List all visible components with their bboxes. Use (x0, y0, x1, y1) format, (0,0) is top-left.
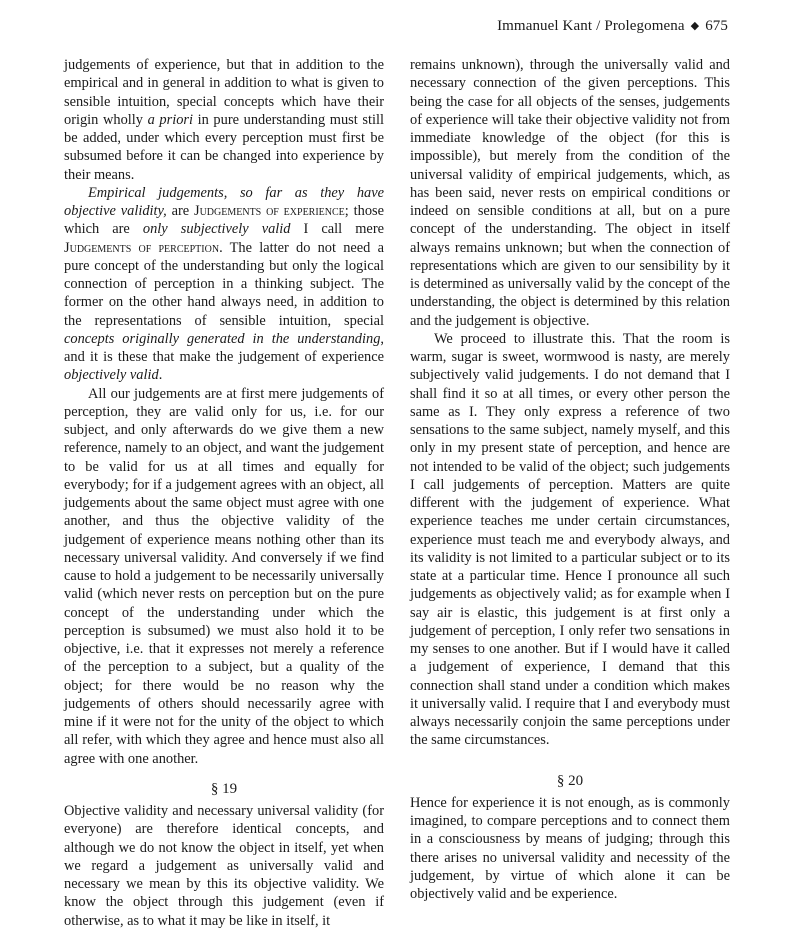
paragraph: Hence for experience it is not enough, as is commonly imagined, to compare perceptions and to connect them in a consciousness by means of judging; through this there arises no universal validity and necessity of the judgement, by virtue of which alone it can be objectively valid and be experience. (410, 794, 730, 902)
diamond-ornament-icon: ◆ (690, 20, 700, 32)
right-column (410, 56, 730, 903)
header-author: Immanuel Kant (497, 18, 593, 34)
text-run: are (166, 203, 194, 219)
small-caps-term: Judgements of perception (64, 239, 220, 256)
italic-term: only subjectively valid (142, 221, 291, 238)
page-number: 675 (705, 18, 728, 34)
paragraph: We proceed to illustrate this. That the room is warm, sugar is sweet, wormwood is nasty, are merely subjectively valid judgements. I do not demand that I shall find it so at all times, or every other person the same as I. They only express a reference of two sensations to the same subject, namely myself, and this only in my present state of perception, and hence are not intended to be valid of the object; such judgements I call judgements of perception. Matters are quite different with the judgement of experience. What experience teaches me under certain circumstances, experience must teach me and everybody always, and its validity is not limited to a particular subject or to its state at a particular time. Hence I pronounce all such judgements as objectively valid; as for example when I say air is elastic, this judgement is at first only a judgement of perception, I only refer two sensations in my senses to one another. But if I would have it called a judgement of experience, I demand that this connection shall stand under a condition which makes it universally valid. I require that I and everybody must always necessarily conjoin the same perceptions under the same circumstances. (410, 330, 730, 749)
text-run: , and it is these that make the judgement of experience (64, 330, 384, 365)
text-run: ; those which are (64, 203, 385, 238)
paragraph: Objective validity and necessary universal validity (for everyone) are therefore identical concepts, and although we do not know the object in itself, yet when we regard a judgement as universally valid and necessary we mean by this its objective validity. We know the object through this judgement (even if otherwise, as to what it may be like in itself, it (64, 803, 384, 929)
italic-term: a priori (147, 111, 193, 128)
text-run: . The latter do not need a pure concept of the understanding but only the logical connection of perception in a thinking subject. The former on the other hand always need, in addition to the representations of sensible intuition, special (64, 239, 384, 329)
header-title: Prolegomena (604, 18, 685, 34)
paragraph-definition (64, 184, 384, 385)
paragraph-continued (64, 56, 384, 184)
paragraph: remains unknown), through the universally valid and necessary connection of the given perceptions. This being the case for all objects of the senses, judgements of experience will take their objective validity not from immediate knowledge of the object (for this is impossible), but merely from the condition of the universal validity of empirical judgements, which, as has been said, never rests on empirical conditions or indeed on sensible conditions at all, but on a pure concept of the understanding. The object in itself always remains unknown; but when the connection of representations which are given to our sensibility by it is determined as universally valid by the concept of the understanding, the object is determined by this relation and the judgement is objective. (410, 57, 730, 329)
running-head (497, 18, 728, 35)
text-run: I call mere (290, 221, 385, 238)
text-run: judgements of experience, but that in addition to the empirical and in general in addition to what is given to sensible intuition, special concepts which have their origin wholly (64, 57, 384, 128)
text-run: in pure understanding must still be added, under which every perception must first be subsumed before it can be changed into experience by their means. (64, 111, 384, 183)
section-heading-20: § 20 (556, 772, 584, 789)
section-heading-19: § 19 (210, 780, 238, 797)
paragraph: All our judgements are at first mere judgements of perception, they are valid only for us, i.e. for our subject, and only afterwards do we give them a new reference, namely to an object, and want the judgement to be valid for us at all times and equally for everybody; for if a judgement agrees with an object, all judgements about the same object must agree with one another, and thus the objective validity of the judgement of experience means nothing other than its necessary universal validity. And conversely if we find cause to hold a judgement to be necessarily universally valid (which never rests on perception but on the pure concept of the understanding under which the perception is subsumed) we must also hold it to be objective, i.e. that it expresses not merely a reference of the perception to a subject, but a quality of the object; for there would be no reason why the judgements of others should necessarily agree with mine if it were not for the unity of the object to which all refer, with which they agree and hence must also all agree with one another. (64, 385, 384, 767)
italic-term: concepts originally generated in the understanding (64, 330, 381, 347)
italic-term: Empirical judgements, so far as they have objective validity, (64, 184, 384, 219)
left-column (64, 56, 384, 930)
italic-term: objectively valid (64, 367, 159, 384)
header-separator: / (596, 18, 601, 34)
small-caps-term: Judgements of experience (193, 203, 345, 219)
text-run: . (158, 367, 163, 384)
